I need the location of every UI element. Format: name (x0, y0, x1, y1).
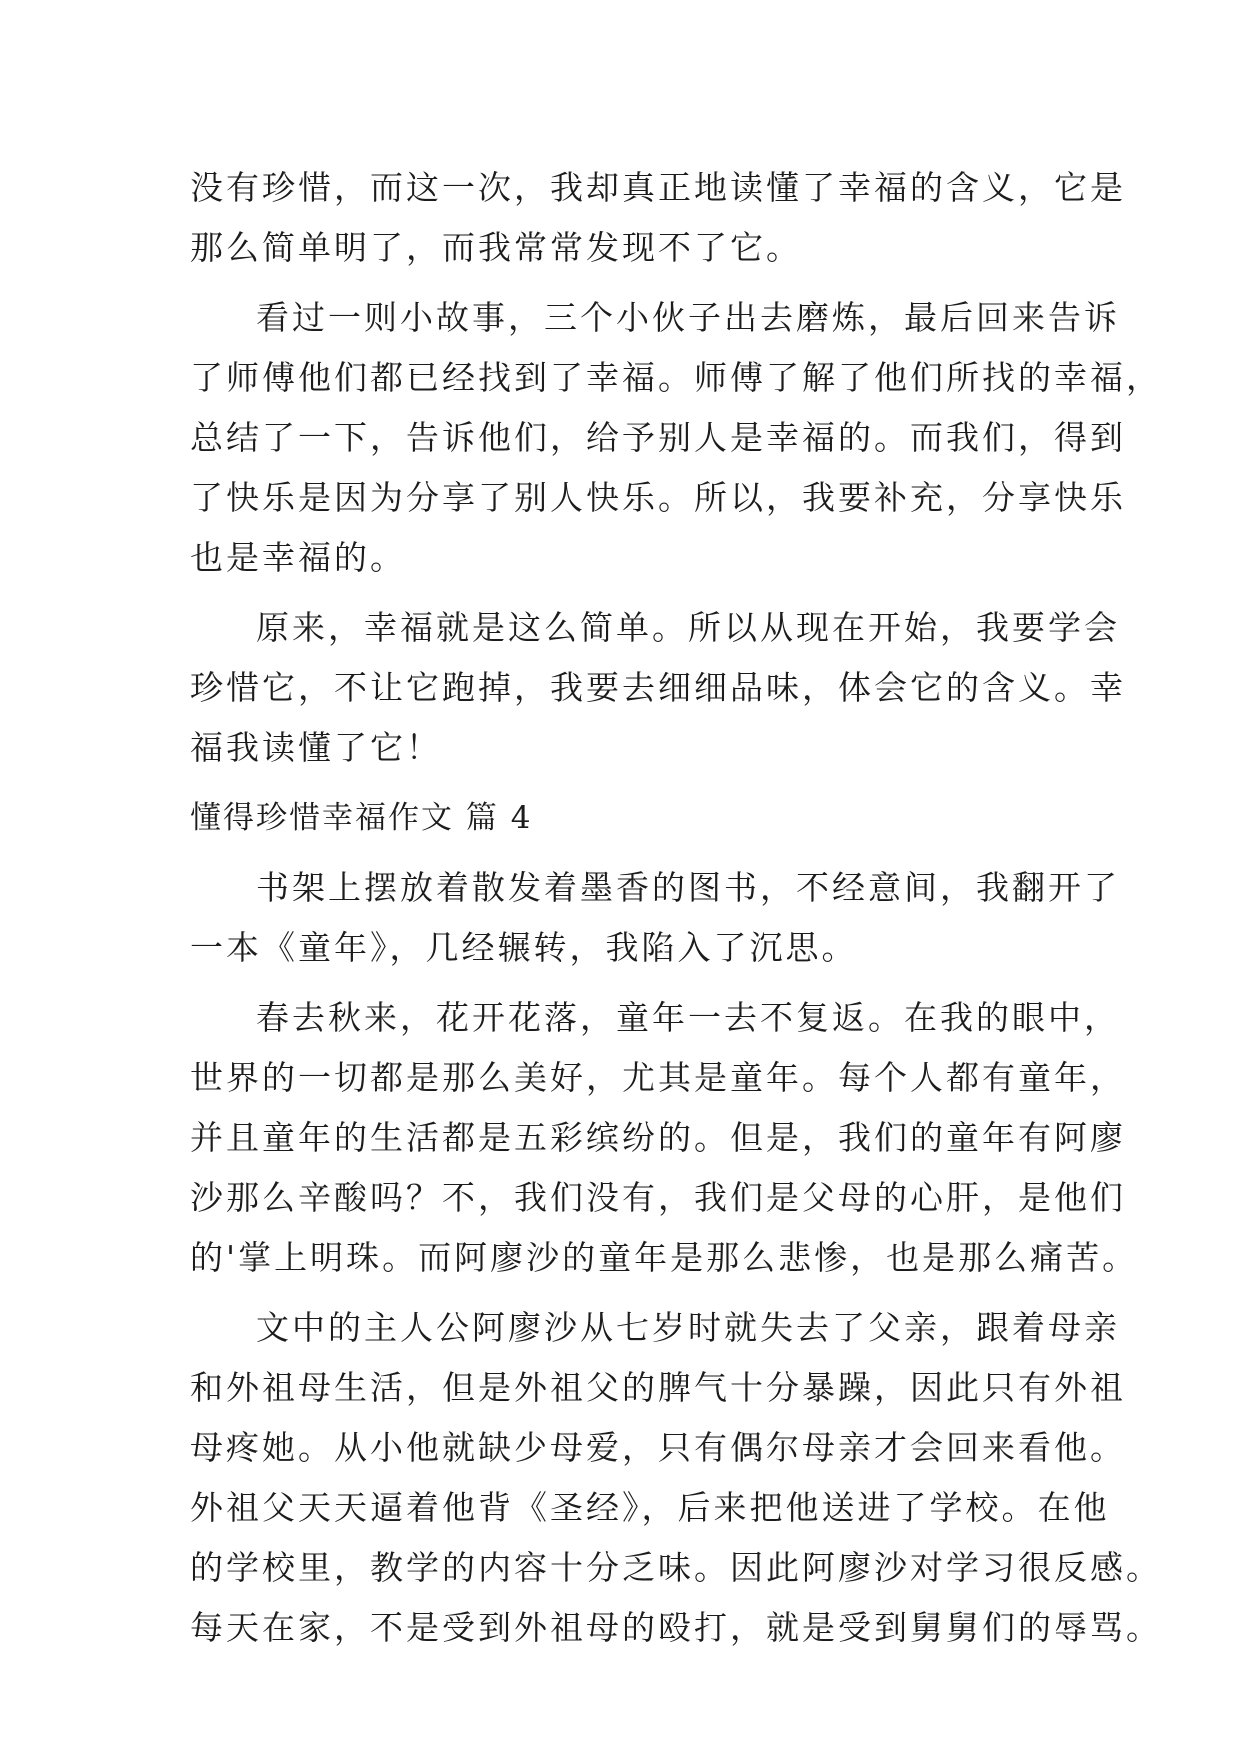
text-line: 了师傅他们都已经找到了幸福。师傅了解了他们所找的幸福， (190, 358, 1162, 397)
text-line: 也是幸福的。 (190, 538, 406, 577)
text-line: 一本《童年》，几经辗转，我陷入了沉思。 (190, 928, 858, 967)
text-line: 并且童年的生活都是五彩缤纷的。但是，我们的童年有阿廖 (190, 1118, 1126, 1157)
text-line: 文中的主人公阿廖沙从七岁时就失去了父亲，跟着母亲 (256, 1308, 1120, 1347)
text-line: 的学校里，教学的内容十分乏味。因此阿廖沙对学习很反感。 (190, 1548, 1162, 1587)
text-line: 书架上摆放着散发着墨香的图书，不经意间，我翻开了 (256, 868, 1120, 907)
paragraph-4 (190, 858, 1120, 978)
paragraph-2 (190, 288, 1162, 588)
text-line: 没有珍惜，而这一次，我却真正地读懂了幸福的含义，它是 (190, 168, 1126, 207)
text-line: 原来，幸福就是这么简单。所以从现在开始，我要学会 (256, 608, 1120, 647)
text-line: 和外祖母生活，但是外祖父的脾气十分暴躁，因此只有外祖 (190, 1368, 1126, 1407)
text-line: 每天在家，不是受到外祖母的殴打，就是受到舅舅们的辱骂。 (190, 1608, 1162, 1647)
text-line: 外祖父天天逼着他背《圣经》，后来把他送进了学校。在他 (190, 1488, 1110, 1527)
text-line: 珍惜它，不让它跑掉，我要去细细品味，体会它的含义。幸 (190, 668, 1126, 707)
text-line: 的'掌上明珠。而阿廖沙的童年是那么悲惨，也是那么痛苦。 (190, 1238, 1139, 1277)
text-line: 看过一则小故事，三个小伙子出去磨炼，最后回来告诉 (256, 298, 1120, 337)
paragraph-5 (190, 988, 1139, 1288)
paragraph-3 (190, 598, 1126, 778)
text-line: 沙那么辛酸吗？不，我们没有，我们是父母的心肝，是他们 (190, 1178, 1126, 1217)
text-line: 世界的一切都是那么美好，尤其是童年。每个人都有童年， (190, 1058, 1126, 1097)
text-line: 了快乐是因为分享了别人快乐。所以，我要补充，分享快乐 (190, 478, 1126, 517)
section-heading: 懂得珍惜幸福作文 篇 4 (190, 800, 533, 836)
text-line: 母疼她。从小他就缺少母爱，只有偶尔母亲才会回来看他。 (190, 1428, 1126, 1467)
text-line: 那么简单明了，而我常常发现不了它。 (190, 228, 802, 267)
text-line: 总结了一下，告诉他们，给予别人是幸福的。而我们，得到 (190, 418, 1126, 457)
text-line: 福我读懂了它！ (190, 728, 442, 767)
paragraph-6 (190, 1298, 1162, 1658)
text-line: 春去秋来，花开花落，童年一去不复返。在我的眼中， (256, 998, 1120, 1037)
paragraph-1 (190, 158, 1126, 278)
document-body (190, 158, 1162, 1668)
